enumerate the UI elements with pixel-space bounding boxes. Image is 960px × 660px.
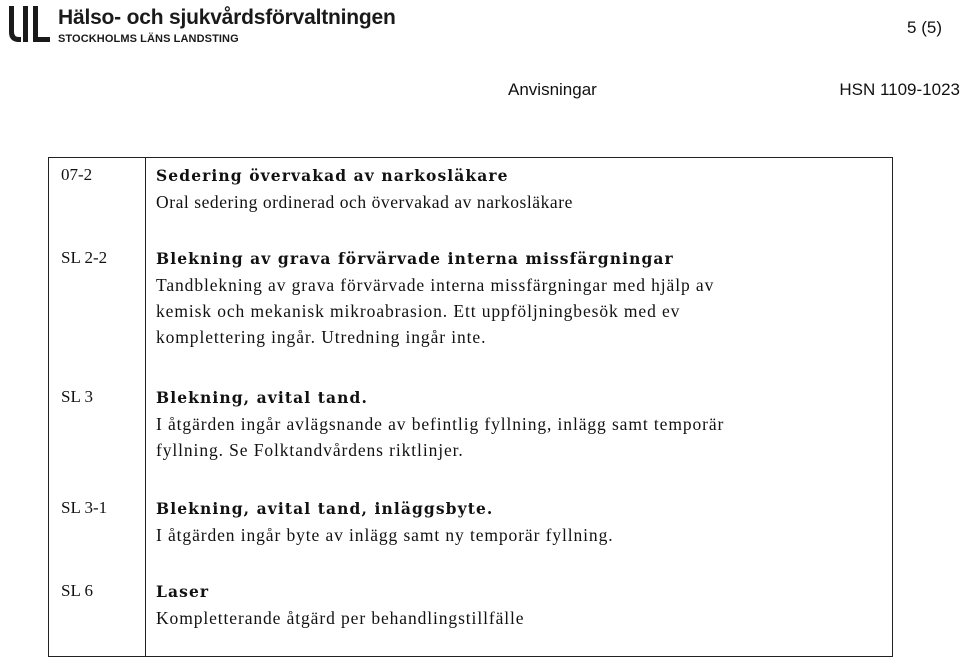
entry-sl-3: [156, 385, 884, 463]
entry-title: Sedering övervakad av narkosläkare: [156, 166, 509, 185]
entry-title: Laser: [156, 582, 210, 601]
entry-title: Blekning, avital tand, inläggsbyte.: [156, 499, 494, 518]
document-id: HSN 1109-1023: [839, 80, 960, 99]
code-column: [49, 158, 146, 657]
code-sl-6: SL 6: [61, 581, 93, 600]
entry-sl-2-2: [156, 246, 884, 350]
entry-title: Blekning av grava förvärvade interna missfärgningar: [156, 249, 674, 268]
page-number: 5 (5): [907, 18, 942, 37]
entry-text-line: I åtgärden ingår avlägsnande av befintlig fyllning, inlägg samt temporär: [156, 414, 725, 434]
entry-title: Blekning, avital tand.: [156, 388, 368, 407]
organization-logo: [6, 4, 446, 46]
table-row: [49, 158, 893, 657]
entry-text-line: Tandblekning av grava förvärvade interna missfärgningar med hjälp av: [156, 275, 715, 295]
sll-logo-icon: [6, 4, 54, 46]
code-sl-2-2: SL 2-2: [61, 248, 108, 267]
document-type: Anvisningar: [508, 80, 597, 99]
entry-sl-6: [156, 579, 884, 631]
entry-text-line: I åtgärden ingår byte av inlägg samt ny temporär fyllning.: [156, 525, 614, 545]
entry-text-line: komplettering ingår. Utredning ingår inte.: [156, 327, 487, 347]
description-column: [146, 158, 893, 657]
entry-text-line: Oral sedering ordinerad och övervakad av narkosläkare: [156, 192, 573, 212]
entry-text-line: fyllning. Se Folktandvårdens riktlinjer.: [156, 440, 464, 460]
organization-name: Hälso- och sjukvårdsförvaltningen: [58, 6, 396, 29]
entry-text-line: Kompletterande åtgärd per behandlingstillfälle: [156, 608, 525, 628]
document-header: [0, 0, 960, 110]
code-07-2: 07-2: [61, 165, 93, 184]
code-sl-3-1: SL 3-1: [61, 498, 108, 517]
code-sl-3: SL 3: [61, 387, 93, 406]
entry-sl-3-1: [156, 496, 884, 548]
treatment-code-table: [48, 157, 893, 657]
entry-text-line: kemisk och mekanisk mikroabrasion. Ett uppföljningbesök med ev: [156, 301, 681, 321]
entry-07-2: [156, 163, 884, 215]
suborganization-name: STOCKHOLMS LÄNS LANDSTING: [58, 33, 239, 45]
